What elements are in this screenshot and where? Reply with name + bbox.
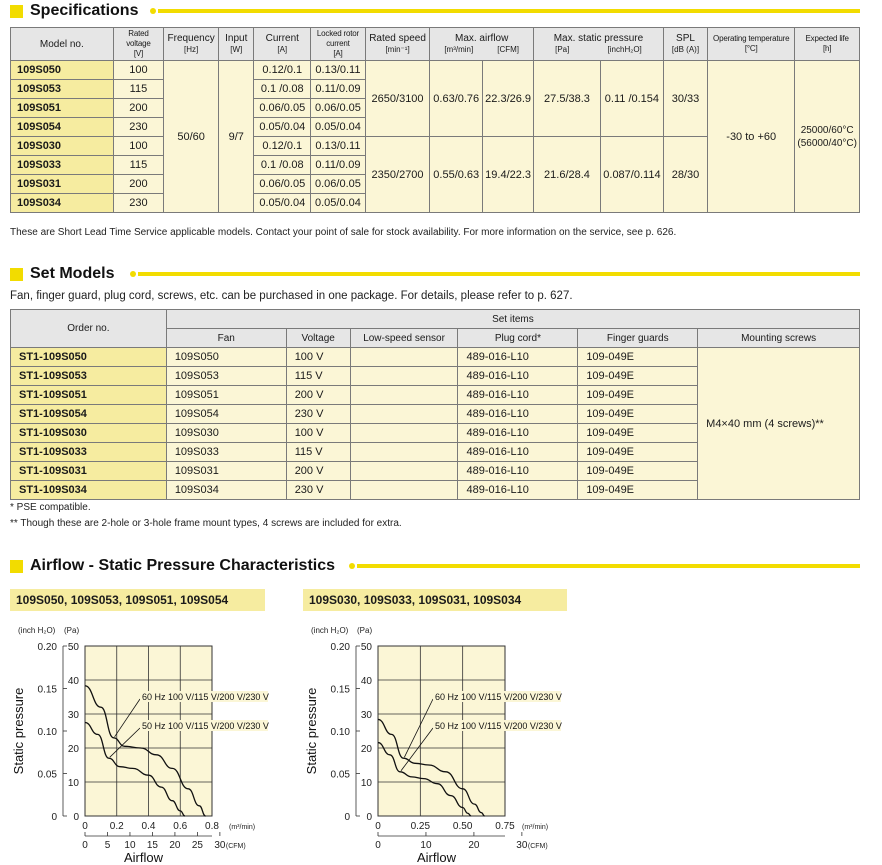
low-speed-sensor — [350, 348, 458, 367]
expected-life: 25000/60°C (56000/40°C) — [795, 61, 860, 213]
plug-cord: 489-016-L10 — [458, 443, 578, 462]
model-no: 109S051 — [11, 99, 114, 118]
y-tick-inch: 0.15 — [37, 684, 57, 696]
screws-note: ** Though these are 2-hole or 3-hole frame mount types, 4 screws are included for extra. — [10, 518, 402, 529]
set-models-title: Set Models — [30, 265, 115, 282]
section-marker — [10, 268, 23, 281]
series-label: 50 Hz 100 V/115 V/200 V/230 V — [435, 721, 562, 731]
rated-voltage: 200 — [113, 175, 164, 194]
voltage: 100 V — [286, 424, 350, 443]
y-tick-pa: 0 — [366, 812, 372, 823]
chart-2 — [293, 615, 583, 865]
th-fan: Fan — [166, 329, 286, 348]
x-tick-cfm: 10 — [420, 840, 432, 851]
y-tick-pa: 40 — [67, 676, 79, 687]
fan: 109S050 — [166, 348, 286, 367]
series-label: 50 Hz 100 V/115 V/200 V/230 V — [142, 721, 269, 731]
order-no: ST1-109S034 — [11, 481, 167, 500]
x-tick-m3: 0.4 — [141, 821, 156, 832]
y-tick-pa: 30 — [67, 710, 79, 721]
fan: 109S034 — [166, 481, 286, 500]
voltage: 115 V — [286, 367, 350, 386]
y-tick-inch: 0.15 — [330, 684, 350, 696]
rated-speed: 2650/3100 — [365, 61, 429, 137]
rated-voltage: 115 — [113, 80, 164, 99]
spec-header-row — [11, 28, 860, 61]
airflow-cfm: 19.4/22.3 — [483, 137, 534, 213]
section-rule — [138, 272, 860, 276]
y-tick-pa: 40 — [360, 676, 372, 687]
y-tick-pa: 30 — [360, 710, 372, 721]
th-current: Current [A] — [254, 28, 311, 61]
voltage: 200 V — [286, 386, 350, 405]
chart-1 — [0, 615, 290, 865]
y-tick-inch: 0.05 — [37, 769, 57, 781]
y-tick-inch: 0.10 — [37, 727, 57, 738]
plug-cord: 489-016-L10 — [458, 348, 578, 367]
th-spl: SPL [dB (A)] — [663, 28, 707, 61]
y-unit-pa: (Pa) — [64, 626, 80, 635]
locked-current: 0.05/0.04 — [311, 118, 366, 137]
plug-cord: 489-016-L10 — [458, 367, 578, 386]
current: 0.06/0.05 — [254, 175, 311, 194]
x-tick-cfm: 20 — [169, 840, 181, 851]
airflow-m3: 0.63/0.76 — [430, 61, 483, 137]
order-no: ST1-109S033 — [11, 443, 167, 462]
finger-guard: 109-049E — [578, 443, 698, 462]
voltage: 230 V — [286, 405, 350, 424]
th-airflow: Max. airflow [m³/min] [CFM] — [430, 28, 534, 61]
model-no: 109S030 — [11, 137, 114, 156]
y-tick-pa: 20 — [360, 744, 372, 755]
airflow-cfm: 22.3/26.9 — [483, 61, 534, 137]
rated-voltage: 100 — [113, 61, 164, 80]
th-plug-cord: Plug cord* — [458, 329, 578, 348]
x-tick-m3: 0.25 — [410, 821, 431, 832]
specifications-heading — [10, 2, 138, 20]
rated-voltage: 100 — [113, 137, 164, 156]
input: 9/7 — [219, 61, 254, 213]
rated-voltage: 200 — [113, 99, 164, 118]
spl: 28/30 — [663, 137, 707, 213]
th-temp: Operating temperature [°C] — [708, 28, 795, 61]
th-speed: Rated speed [min⁻¹] — [365, 28, 429, 61]
x-unit-m3: (m³/min) — [522, 824, 549, 831]
current: 0.12/0.1 — [254, 137, 311, 156]
y-tick-inch: 0.20 — [37, 642, 57, 653]
y-tick-pa: 50 — [360, 642, 372, 653]
model-no: 109S031 — [11, 175, 114, 194]
rated-voltage: 115 — [113, 156, 164, 175]
order-no: ST1-109S053 — [11, 367, 167, 386]
current: 0.06/0.05 — [254, 99, 311, 118]
plug-cord: 489-016-L10 — [458, 481, 578, 500]
voltage: 100 V — [286, 348, 350, 367]
x-tick-cfm: 10 — [124, 840, 136, 851]
current: 0.1 /0.08 — [254, 156, 311, 175]
finger-guard: 109-049E — [578, 424, 698, 443]
airflow-heading — [10, 557, 335, 575]
x-tick-cfm: 0 — [82, 840, 88, 851]
y-tick-pa: 0 — [73, 812, 79, 823]
x-unit-m3: (m³/min) — [229, 824, 256, 831]
x-tick-m3: 0 — [82, 821, 88, 832]
fan: 109S054 — [166, 405, 286, 424]
finger-guard: 109-049E — [578, 386, 698, 405]
low-speed-sensor — [350, 405, 458, 424]
low-speed-sensor — [350, 462, 458, 481]
th-mounting-screws: Mounting screws — [698, 329, 860, 348]
plug-cord: 489-016-L10 — [458, 424, 578, 443]
voltage: 115 V — [286, 443, 350, 462]
set-row — [11, 348, 860, 367]
low-speed-sensor — [350, 386, 458, 405]
y-tick-pa: 10 — [67, 778, 79, 789]
y-tick-inch: 0 — [51, 812, 57, 823]
y-tick-inch: 0 — [344, 812, 350, 823]
order-no: ST1-109S030 — [11, 424, 167, 443]
set-models-intro: Fan, finger guard, plug cord, screws, etc. can be purchased in one package. For details, please refer to p. 627. — [10, 290, 573, 302]
y-tick-inch: 0.20 — [330, 642, 350, 653]
fan: 109S030 — [166, 424, 286, 443]
voltage: 200 V — [286, 462, 350, 481]
low-speed-sensor — [350, 367, 458, 386]
th-order: Order no. — [11, 310, 167, 348]
fan: 109S053 — [166, 367, 286, 386]
model-no: 109S034 — [11, 194, 114, 213]
series-label: 60 Hz 100 V/115 V/200 V/230 V — [435, 692, 562, 702]
section-rule — [357, 564, 860, 568]
current: 0.1 /0.08 — [254, 80, 311, 99]
order-no: ST1-109S054 — [11, 405, 167, 424]
finger-guard: 109-049E — [578, 462, 698, 481]
section-rule — [158, 9, 860, 13]
finger-guard: 109-049E — [578, 405, 698, 424]
model-no: 109S054 — [11, 118, 114, 137]
set-models-table — [10, 309, 860, 500]
y-unit-inch: (inch H₂O) — [311, 626, 349, 635]
plug-cord: 489-016-L10 — [458, 386, 578, 405]
pressure-pa: 27.5/38.3 — [534, 61, 601, 137]
order-no: ST1-109S051 — [11, 386, 167, 405]
fan: 109S031 — [166, 462, 286, 481]
x-tick-cfm: 0 — [375, 840, 381, 851]
x-tick-m3: 0.75 — [495, 821, 515, 832]
x-unit-cfm: (CFM) — [225, 843, 246, 850]
current: 0.05/0.04 — [254, 118, 311, 137]
low-speed-sensor — [350, 443, 458, 462]
th-finger-guards: Finger guards — [578, 329, 698, 348]
model-no: 109S033 — [11, 156, 114, 175]
operating-temp: -30 to +60 — [708, 61, 795, 213]
specifications-table — [10, 27, 860, 213]
y-tick-inch: 0.05 — [330, 769, 350, 781]
airflow-m3: 0.55/0.63 — [430, 137, 483, 213]
current: 0.12/0.1 — [254, 61, 311, 80]
spec-note: These are Short Lead Time Service applicable models. Contact your point of sale for stock availability. For more information on the service, see p. 626. — [10, 227, 677, 238]
x-tick-cfm: 5 — [104, 840, 111, 851]
x-tick-cfm: 20 — [468, 840, 480, 851]
fan: 109S033 — [166, 443, 286, 462]
th-life: Expected life [h] — [795, 28, 860, 61]
order-no: ST1-109S031 — [11, 462, 167, 481]
plug-cord: 489-016-L10 — [458, 405, 578, 424]
chart-1-title: 109S050, 109S053, 109S051, 109S054 — [10, 589, 265, 611]
frequency: 50/60 — [164, 61, 219, 213]
locked-current: 0.11/0.09 — [311, 156, 366, 175]
pressure-inch: 0.11 /0.154 — [600, 61, 663, 137]
y-tick-pa: 20 — [67, 744, 79, 755]
th-set-items: Set items — [166, 310, 859, 329]
current: 0.05/0.04 — [254, 194, 311, 213]
y-axis-label: Static pressure — [11, 687, 26, 775]
locked-current: 0.06/0.05 — [311, 175, 366, 194]
fan: 109S051 — [166, 386, 286, 405]
x-axis-label: Airflow — [416, 850, 457, 865]
locked-current: 0.13/0.11 — [311, 61, 366, 80]
y-unit-inch: (inch H₂O) — [18, 626, 56, 635]
pressure-inch: 0.087/0.114 — [600, 137, 663, 213]
rated-voltage: 230 — [113, 194, 164, 213]
plug-cord: 489-016-L10 — [458, 462, 578, 481]
th-voltage: Rated voltage [V] — [113, 28, 164, 61]
x-tick-cfm: 30 — [516, 840, 528, 851]
model-no: 109S053 — [11, 80, 114, 99]
th-model: Model no. — [11, 28, 114, 61]
x-tick-m3: 0.8 — [205, 821, 219, 832]
airflow-title: Airflow - Static Pressure Characteristics — [30, 557, 336, 574]
pse-note: * PSE compatible. — [10, 502, 91, 513]
finger-guard: 109-049E — [578, 481, 698, 500]
spec-row — [11, 61, 860, 80]
section-marker — [10, 5, 23, 18]
th-frequency: Frequency [Hz] — [164, 28, 219, 61]
low-speed-sensor — [350, 481, 458, 500]
th-input: Input [W] — [219, 28, 254, 61]
th-sensor: Low-speed sensor — [350, 329, 458, 348]
th-locked-current: Locked rotor current [A] — [311, 28, 366, 61]
finger-guard: 109-049E — [578, 348, 698, 367]
set-header-row — [11, 310, 860, 329]
x-unit-cfm: (CFM) — [527, 843, 548, 850]
y-tick-pa: 10 — [360, 778, 372, 789]
specifications-title: Specifications — [30, 2, 139, 19]
x-tick-cfm: 30 — [214, 840, 226, 851]
set-models-heading — [10, 265, 114, 283]
series-label: 60 Hz 100 V/115 V/200 V/230 V — [142, 692, 269, 702]
locked-current: 0.06/0.05 — [311, 99, 366, 118]
mounting-screws: M4×40 mm (4 screws)** — [698, 348, 860, 500]
order-no: ST1-109S050 — [11, 348, 167, 367]
rated-speed: 2350/2700 — [365, 137, 429, 213]
y-axis-label: Static pressure — [304, 687, 319, 775]
y-tick-inch: 0.10 — [330, 727, 350, 738]
x-tick-cfm: 25 — [191, 840, 203, 851]
finger-guard: 109-049E — [578, 367, 698, 386]
low-speed-sensor — [350, 424, 458, 443]
rated-voltage: 230 — [113, 118, 164, 137]
locked-current: 0.05/0.04 — [311, 194, 366, 213]
spl: 30/33 — [663, 61, 707, 137]
x-tick-m3: 0 — [375, 821, 381, 832]
x-tick-m3: 0.6 — [173, 821, 188, 832]
th-voltage: Voltage — [286, 329, 350, 348]
model-no: 109S050 — [11, 61, 114, 80]
x-axis-label: Airflow — [123, 850, 164, 865]
y-tick-pa: 50 — [67, 642, 79, 653]
locked-current: 0.13/0.11 — [311, 137, 366, 156]
pressure-pa: 21.6/28.4 — [534, 137, 601, 213]
section-marker — [10, 560, 23, 573]
chart-2-title: 109S030, 109S033, 109S031, 109S034 — [303, 589, 567, 611]
y-unit-pa: (Pa) — [357, 626, 373, 635]
x-tick-m3: 0.2 — [109, 821, 124, 832]
th-pressure: Max. static pressure [Pa] [inchH₂O] — [534, 28, 664, 61]
locked-current: 0.11/0.09 — [311, 80, 366, 99]
x-tick-cfm: 15 — [146, 840, 159, 851]
voltage: 230 V — [286, 481, 350, 500]
x-tick-m3: 0.50 — [452, 821, 473, 832]
